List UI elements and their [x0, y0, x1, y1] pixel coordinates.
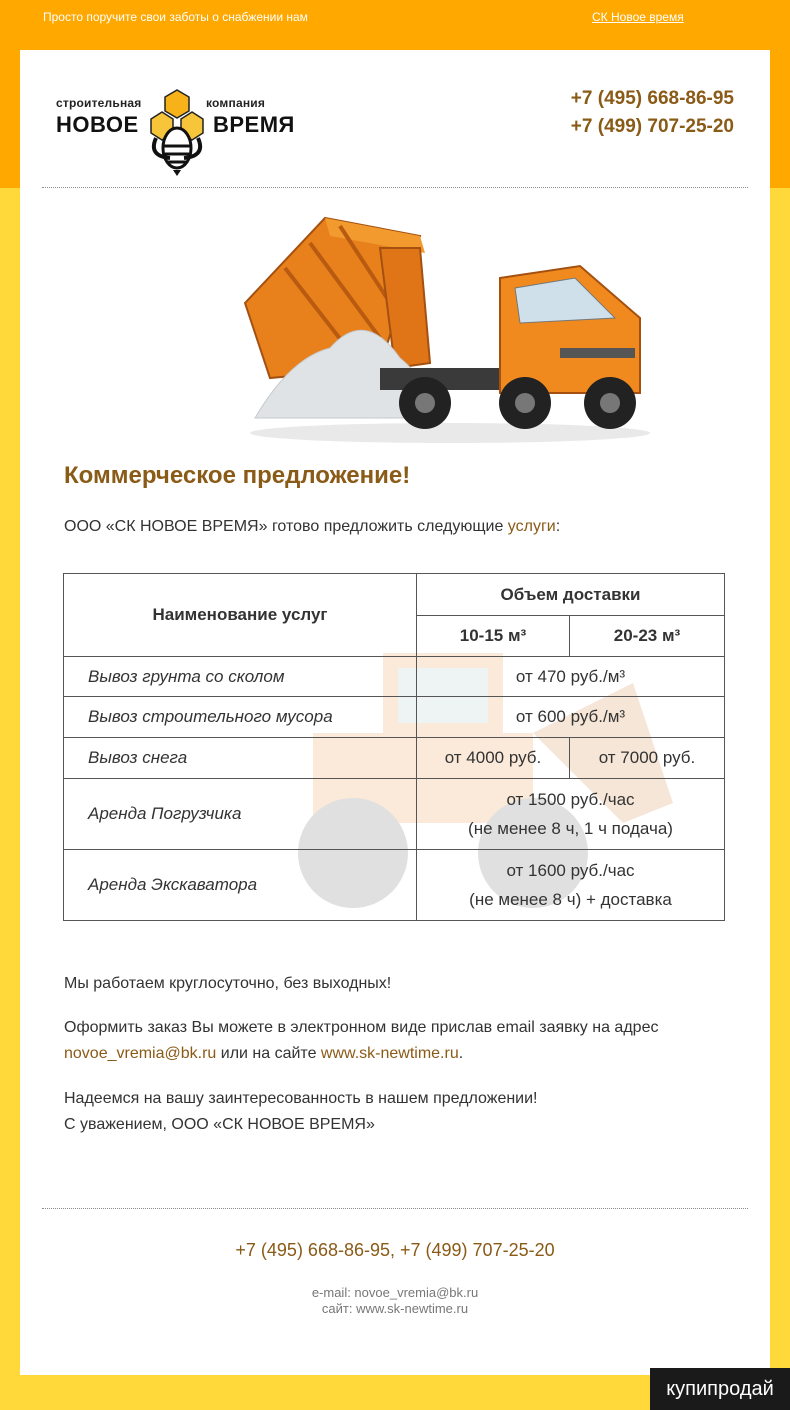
- site-link[interactable]: www.sk-newtime.ru: [320, 1045, 459, 1062]
- table-row: [64, 779, 725, 850]
- logo-word-vremya: ВРЕМЯ: [213, 112, 295, 137]
- offer-heading: Коммерческое предложение!: [64, 462, 411, 489]
- dump-truck-image: [230, 208, 650, 448]
- closing-text: Надеемся на вашу заинтересованность в нашем предложении!: [64, 1090, 538, 1107]
- service-name: Вывоз снега: [64, 738, 417, 779]
- kupiprodai-watermark-badge: купипродай: [650, 1368, 790, 1410]
- footer-phones[interactable]: +7 (495) 668-86-95, +7 (499) 707-25-20: [235, 1240, 555, 1260]
- table-row: [64, 738, 725, 779]
- service-name: Вывоз строительного мусора: [64, 697, 417, 738]
- intro-colon: :: [555, 518, 561, 535]
- price-rate: от 1600 руб./час: [506, 861, 635, 880]
- preheader-text: Просто поручите свои заботы о снабжении нам: [43, 10, 308, 24]
- company-logo[interactable]: [56, 88, 296, 178]
- service-name: Вывоз грунта со сколом: [64, 657, 417, 697]
- services-table: [63, 573, 725, 921]
- service-price: от 470 руб./м³: [417, 657, 725, 697]
- table-row: [64, 697, 725, 738]
- order-text: Оформить заказ Вы можете в электронном виде прислав email заявку на адрес: [64, 1019, 659, 1036]
- service-name: Аренда Экскаватора: [64, 850, 417, 921]
- services-link[interactable]: услуги: [507, 518, 556, 535]
- closing-paragraph: [64, 1086, 538, 1138]
- order-text-mid: или на сайте: [216, 1045, 321, 1062]
- price-condition: (не менее 8 ч, 1 ч подача): [468, 819, 673, 838]
- order-contacts-line: [64, 1041, 658, 1067]
- signature-text: С уважением, ООО «СК НОВОЕ ВРЕМЯ»: [64, 1116, 375, 1133]
- service-price-large: от 7000 руб.: [570, 738, 725, 779]
- logo-word-kompaniya: компания: [206, 96, 266, 110]
- table-header-20-23: 20-23 м³: [570, 616, 725, 657]
- footer-site[interactable]: сайт: www.sk-newtime.ru: [321, 1301, 469, 1316]
- service-price: от 600 руб./м³: [417, 697, 725, 738]
- header-phone-1[interactable]: +7 (495) 668-86-95: [570, 88, 734, 109]
- header-divider: [42, 187, 748, 188]
- table-header-service: Наименование услуг: [64, 574, 417, 657]
- intro-paragraph: [64, 518, 560, 536]
- working-hours-text: Мы работаем круглосуточно, без выходных!: [64, 975, 392, 992]
- table-row: [64, 850, 725, 921]
- service-price-small: от 4000 руб.: [417, 738, 570, 779]
- bee-honeycomb-icon: [146, 88, 208, 178]
- logo-word-stroitelnaya: строительная: [56, 96, 142, 110]
- price-condition: (не менее 8 ч) + доставка: [469, 890, 672, 909]
- order-text-end: .: [458, 1045, 464, 1062]
- footer-email[interactable]: e-mail: novoe_vremia@bk.ru: [311, 1285, 479, 1300]
- email-link[interactable]: novoe_vremia@bk.ru: [64, 1045, 217, 1062]
- intro-text: ООО «СК НОВОЕ ВРЕМЯ» готово предложить следующие: [64, 518, 508, 535]
- preheader-link[interactable]: СК Новое время: [592, 10, 684, 24]
- service-price: [417, 850, 725, 921]
- table-header-volume: Объем доставки: [417, 574, 725, 616]
- service-name: Аренда Погрузчика: [64, 779, 417, 850]
- header-phone-2[interactable]: +7 (499) 707-25-20: [570, 116, 734, 137]
- logo-word-novoe: НОВОЕ: [56, 112, 139, 137]
- order-paragraph: [64, 1015, 658, 1067]
- price-rate: от 1500 руб./час: [506, 790, 635, 809]
- footer-divider: [42, 1208, 748, 1209]
- service-price: [417, 779, 725, 850]
- table-header-10-15: 10-15 м³: [417, 616, 570, 657]
- table-row: [64, 657, 725, 697]
- services-table-wrap: [63, 573, 725, 921]
